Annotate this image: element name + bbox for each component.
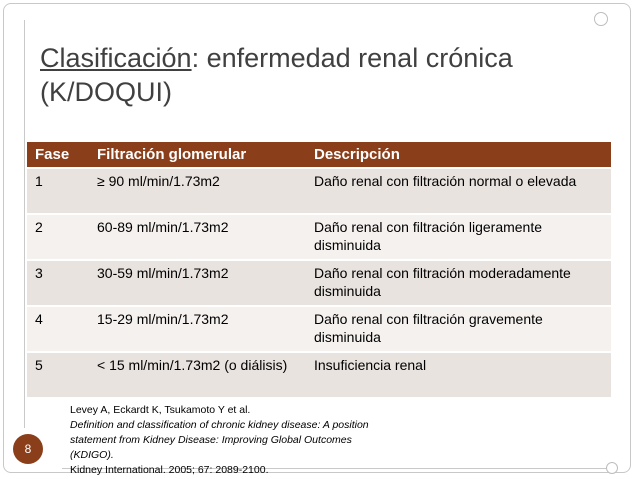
header-filtracion: Filtración glomerular xyxy=(89,142,306,168)
cell-descripcion: Daño renal con filtración normal o elevada xyxy=(306,168,611,214)
citation-authors: Levey A, Eckardt K, Tsukamoto Y et al. xyxy=(70,404,251,416)
cell-descripcion: Daño renal con filtración ligeramente disminuida xyxy=(306,214,611,260)
cell-fase: 1 xyxy=(27,168,89,214)
page-number-badge: 8 xyxy=(13,434,43,464)
cell-filtracion: < 15 ml/min/1.73m2 (o diálisis) xyxy=(89,352,306,398)
cell-filtracion: 60-89 ml/min/1.73m2 xyxy=(89,214,306,260)
cell-filtracion: ≥ 90 ml/min/1.73m2 xyxy=(89,168,306,214)
table-row xyxy=(27,214,611,260)
slide-title xyxy=(40,41,600,109)
cell-descripcion: Daño renal con filtración moderadamente disminuida xyxy=(306,260,611,306)
table-row xyxy=(27,352,611,398)
title-line2: (K/DOQUI) xyxy=(40,77,172,107)
cell-descripcion: Insuficiencia renal xyxy=(306,352,611,398)
table-row xyxy=(27,168,611,214)
header-descripcion: Descripción xyxy=(306,142,611,168)
citation-title: Definition and classification of chronic kidney disease: A position statement from Kidney Disease: Improving Global Outcomes (KDIGO). xyxy=(70,419,369,461)
ckd-stages-table xyxy=(27,142,611,399)
cell-fase: 2 xyxy=(27,214,89,260)
header-fase: Fase xyxy=(27,142,89,168)
cell-filtracion: 30-59 ml/min/1.73m2 xyxy=(89,260,306,306)
citation xyxy=(70,403,370,478)
cell-filtracion: 15-29 ml/min/1.73m2 xyxy=(89,306,306,352)
cell-fase: 3 xyxy=(27,260,89,306)
bottom-right-circle-decoration xyxy=(606,462,618,474)
corner-circle-decoration xyxy=(594,12,608,26)
citation-journal: Kidney International. 2005; 67: 2089-2100. xyxy=(70,464,269,476)
title-underlined-word: Clasificación xyxy=(40,43,192,73)
table-row xyxy=(27,260,611,306)
cell-descripcion: Daño renal con filtración gravemente disminuida xyxy=(306,306,611,352)
cell-fase: 4 xyxy=(27,306,89,352)
table-row xyxy=(27,306,611,352)
title-rest: : enfermedad renal crónica xyxy=(191,43,513,73)
left-rule-line xyxy=(24,20,25,428)
cell-fase: 5 xyxy=(27,352,89,398)
table-header-row xyxy=(27,142,611,168)
